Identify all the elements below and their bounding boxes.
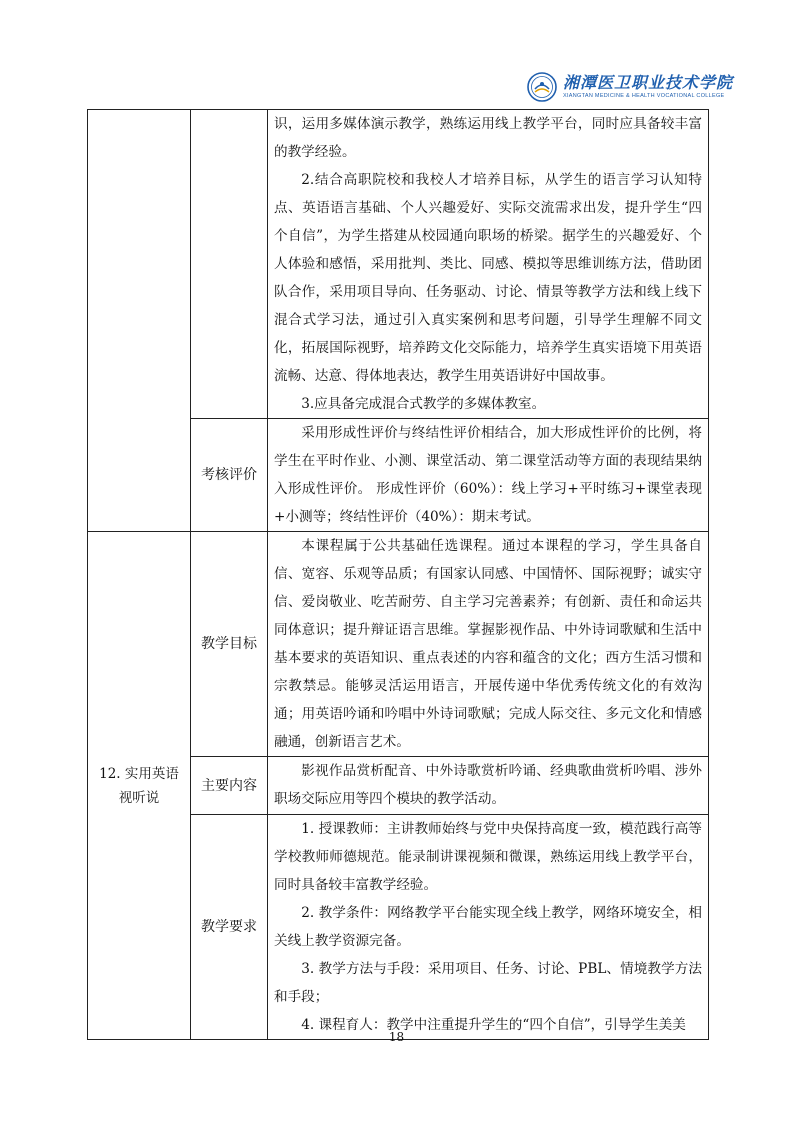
requirements-label: 教学要求 bbox=[191, 815, 268, 1040]
paragraph: 本课程属于公共基础任选课程。通过本课程的学习，学生具备自信、宽容、乐观等品质；有国家认同感、中国情怀、国际视野；诚实守信、爱岗敬业、吃苦耐劳、自主学习完善素养；有创新、责任和命运共同体意识；提升辩证语言思维。掌握影视作品、中外诗词歌赋和生活中基本要求的英语知识、重点表述的内容和蕴含的文化；西方生活习惯和宗教禁忌。能够灵活运用语言，开展传递中华优秀传统文化的有效沟通；用英语吟诵和吟唱中外诗词歌赋；完成人际交往、多元文化和情感融通，创新语言艺术。 bbox=[274, 538, 702, 750]
paragraph: 1. 授课教师：主讲教师始终与党中央保持高度一致，模范践行高等学校教师师德规范。能录制讲课视频和微课，熟练运用线上教学平台，同时具备较丰富教学经验。 bbox=[274, 821, 702, 893]
main-content-content bbox=[268, 757, 709, 815]
paragraph: 4. 课程育人：教学中注重提升学生的“四个自信”，引导学生美美 bbox=[301, 1017, 686, 1033]
logo-chinese-name: 湘潭医卫职业技术学院 bbox=[563, 73, 734, 92]
course-name bbox=[88, 532, 191, 1040]
assessment-content bbox=[268, 419, 709, 532]
logo-english-name: XIANGTAN MEDICINE & HEALTH VOCATIONAL COLLEGE bbox=[563, 93, 725, 99]
objectives-label: 教学目标 bbox=[191, 532, 268, 757]
college-logo bbox=[527, 70, 733, 104]
objectives-content bbox=[268, 532, 709, 757]
paragraph: 3.应具备完成混合式教学的多媒体教室。 bbox=[301, 396, 546, 412]
college-emblem-icon bbox=[527, 72, 557, 102]
main-content-label: 主要内容 bbox=[191, 757, 268, 815]
teaching-requirements-continued bbox=[268, 110, 709, 419]
table-row bbox=[88, 110, 709, 419]
table-row bbox=[88, 532, 709, 757]
course-name-text: 12. 实用英语视听说 bbox=[99, 765, 179, 806]
empty-label-cell bbox=[191, 110, 268, 419]
paragraph: 识，运用多媒体演示教学，熟练运用线上教学平台，同时应具备较丰富的教学经验。 bbox=[274, 116, 702, 160]
paragraph: 采用形成性评价与终结性评价相结合，加大形成性评价的比例，将学生在平时作业、小测、课堂活动、第二课堂活动等方面的表现结果纳入形成性评价。 形成性评价（60%）：线上学习+平时练习+课堂表现+小测等；终结性评价（40%）：期末考试。 bbox=[274, 425, 702, 525]
paragraph: 2.结合高职院校和我校人才培养目标，从学生的语言学习认知特点、英语语言基础、个人兴趣爱好、实际交流需求出发，提升学生“四个自信”，为学生搭建从校园通向职场的桥梁。据学生的兴趣爱好、个人体验和感悟，采用批判、类比、同感、模拟等思维训练方法，借助团队合作，采用项目导向、任务驱动、讨论、情景等教学方法和线上线下混合式学习法，通过引入真实案例和思考问题，引导学生理解不同文化，拓展国际视野，培养跨文化交际能力，培养学生真实语境下用英语流畅、达意、得体地表达，教学生用英语讲好中国故事。 bbox=[274, 172, 702, 384]
assessment-label: 考核评价 bbox=[191, 419, 268, 532]
paragraph: 2. 教学条件：网络教学平台能实现全线上教学，网络环境安全，相关线上教学资源完备。 bbox=[274, 905, 702, 949]
course-table bbox=[87, 109, 709, 1040]
empty-course-cell bbox=[88, 110, 191, 532]
paragraph: 影视作品赏析配音、中外诗歌赏析吟诵、经典歌曲赏析吟唱、涉外职场交际应用等四个模块的教学活动。 bbox=[274, 763, 702, 807]
paragraph: 3. 教学方法与手段：采用项目、任务、讨论、PBL、情境教学方法和手段； bbox=[274, 961, 702, 1005]
requirements-content bbox=[268, 815, 709, 1040]
page-number: 18 bbox=[388, 1030, 405, 1044]
